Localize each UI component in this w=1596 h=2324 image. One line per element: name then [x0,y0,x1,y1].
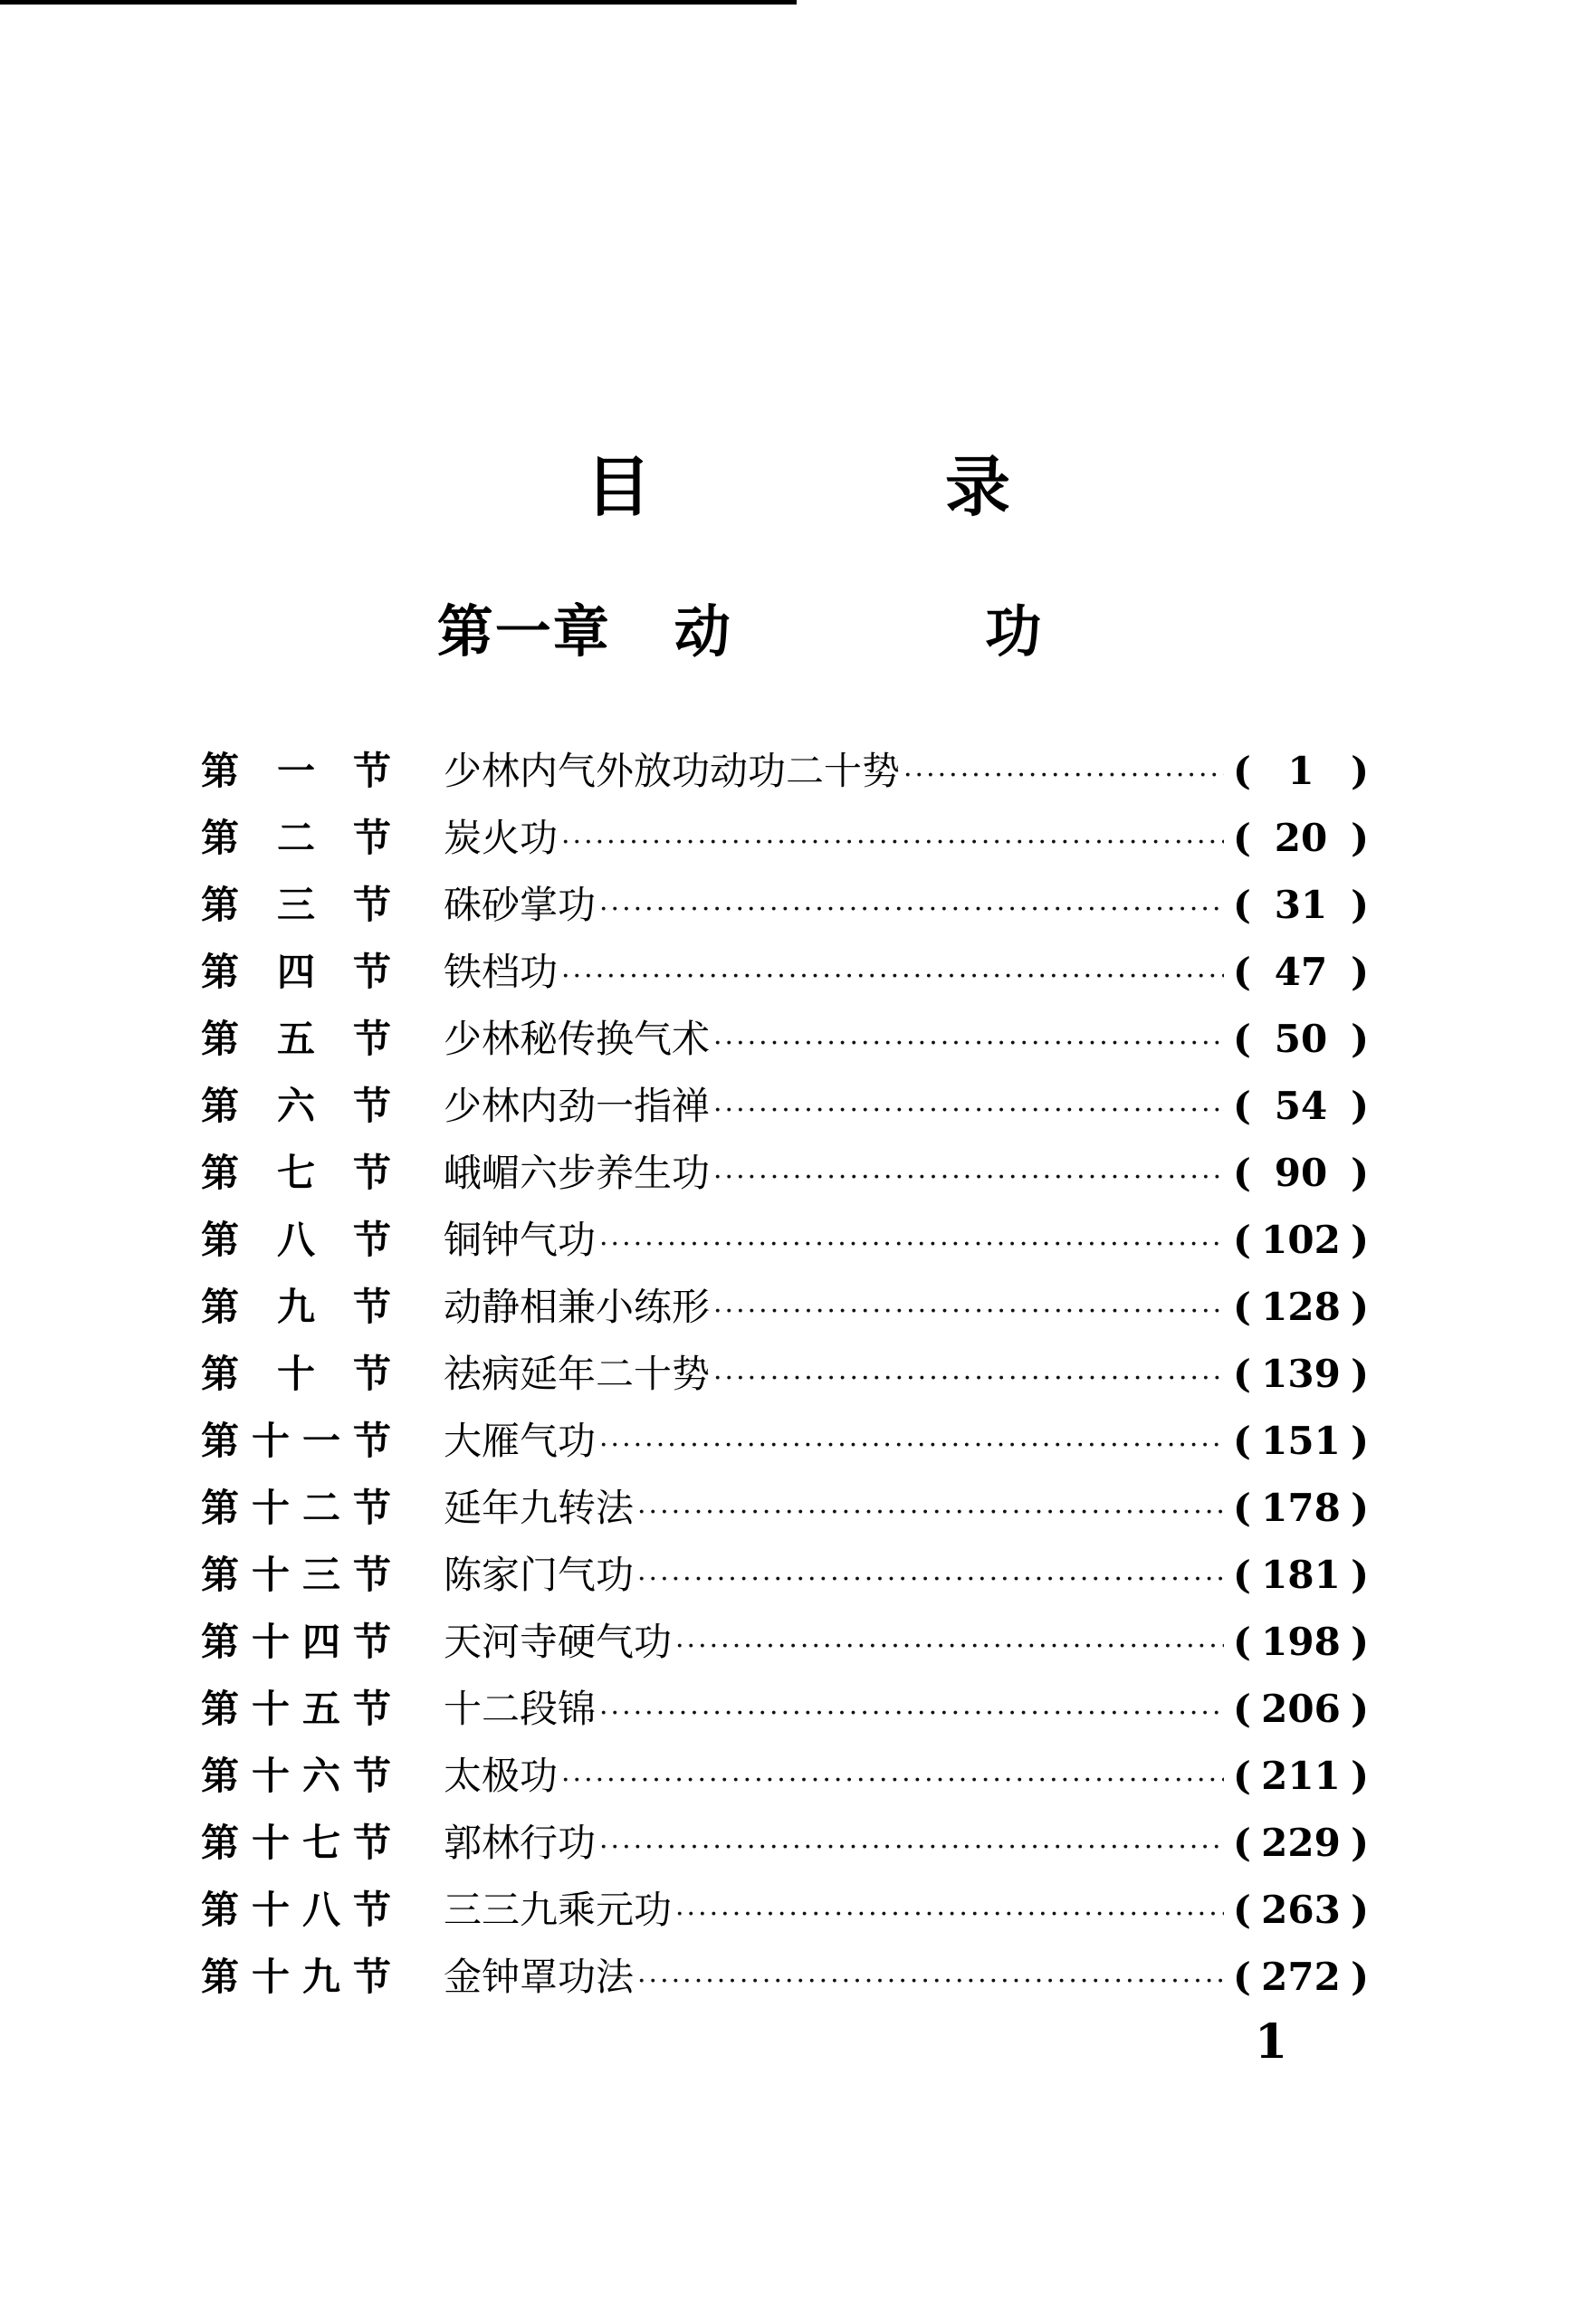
toc-section-title: 十二段锦 [444,1687,597,1731]
toc-section-label: 第七节 [201,1151,391,1195]
chapter-number: 第一章 [436,598,611,665]
toc-leader-dots [713,1010,1224,1077]
toc-section-label: 第三节 [201,883,391,927]
close-paren: ) [1351,950,1369,994]
toc-entry[interactable] [201,939,1369,1006]
toc-page-number: 151 [1261,1419,1341,1463]
toc-page-number: 211 [1261,1754,1341,1798]
open-paren: ( [1233,816,1251,860]
close-paren: ) [1351,1620,1369,1664]
table-of-contents [201,738,1369,2011]
toc-section-title: 太极功 [444,1754,559,1798]
close-paren: ) [1351,1285,1369,1329]
toc-section-title: 天河寺硬气功 [444,1620,673,1664]
open-paren: ( [1233,1419,1251,1463]
toc-page-number: 139 [1261,1352,1341,1396]
toc-leader-dots [599,1814,1224,1881]
toc-leader-dots [713,1144,1224,1211]
toc-page-number: 54 [1274,1084,1328,1128]
toc-page-number: 102 [1261,1218,1341,1262]
toc-page-number: 128 [1261,1285,1341,1329]
open-paren: ( [1233,749,1251,793]
open-paren: ( [1233,1620,1251,1664]
toc-section-label: 第九节 [201,1285,391,1329]
toc-entry[interactable] [201,1743,1369,1810]
open-paren: ( [1233,883,1251,927]
open-paren: ( [1233,1151,1251,1195]
page-number: 1 [1255,2014,1288,2070]
toc-page-ref [1233,1944,1369,2011]
toc-section-title: 少林内劲一指禅 [444,1084,711,1128]
toc-section-title: 铁档功 [444,950,559,994]
toc-page-number: 181 [1261,1553,1341,1597]
toc-page-ref [1233,1073,1369,1140]
toc-entry[interactable] [201,1877,1369,1944]
close-paren: ) [1351,1821,1369,1865]
toc-entry[interactable] [201,1274,1369,1341]
toc-leader-dots [713,1278,1224,1345]
toc-page-ref [1233,1274,1369,1341]
toc-section-title: 铜钟气功 [444,1218,597,1262]
close-paren: ) [1351,1955,1369,1999]
toc-section-title: 大雁气功 [444,1419,597,1463]
toc-page-ref [1233,1743,1369,1810]
toc-leader-dots [713,1345,1224,1412]
toc-page-ref [1233,1207,1369,1274]
toc-section-title: 祛病延年二十势 [444,1352,711,1396]
toc-page-number: 263 [1261,1888,1341,1932]
toc-page-number: 206 [1261,1687,1341,1731]
close-paren: ) [1351,749,1369,793]
toc-section-label: 第四节 [201,950,391,994]
toc-page-number: 1 [1287,749,1314,793]
toc-page-number: 90 [1274,1151,1328,1195]
toc-entry[interactable] [201,1542,1369,1609]
toc-entry[interactable] [201,1341,1369,1408]
toc-section-label: 第十六节 [201,1754,391,1798]
toc-page-ref [1233,1006,1369,1073]
toc-entry[interactable] [201,1676,1369,1743]
toc-section-title: 少林秘传换气术 [444,1017,711,1061]
toc-section-title: 三三九乘元功 [444,1888,673,1932]
open-paren: ( [1233,1017,1251,1061]
toc-section-title: 延年九转法 [444,1486,635,1530]
close-paren: ) [1351,883,1369,927]
toc-section-label: 第十八节 [201,1888,391,1932]
toc-section-label: 第十节 [201,1352,391,1396]
toc-section-title: 少林内气外放功动功二十势 [444,749,901,793]
toc-section-label: 第十三节 [201,1553,391,1597]
toc-page-ref [1233,1341,1369,1408]
toc-entry[interactable] [201,1944,1369,2011]
toc-page-number: 20 [1274,816,1328,860]
close-paren: ) [1351,1553,1369,1597]
toc-section-label: 第二节 [201,816,391,860]
chapter-heading [0,587,1596,667]
close-paren: ) [1351,1084,1369,1128]
toc-entry[interactable] [201,1207,1369,1274]
toc-leader-dots [675,1613,1224,1680]
close-paren: ) [1351,1151,1369,1195]
open-paren: ( [1233,1955,1251,1999]
top-rule [0,0,797,5]
open-paren: ( [1233,950,1251,994]
toc-leader-dots [599,1680,1224,1747]
close-paren: ) [1351,1486,1369,1530]
toc-section-label: 第五节 [201,1017,391,1061]
toc-page-number: 31 [1274,883,1328,927]
toc-leader-dots [675,1881,1224,1948]
toc-entry[interactable] [201,738,1369,805]
toc-page-number: 47 [1274,950,1328,994]
close-paren: ) [1351,1419,1369,1463]
toc-section-label: 第八节 [201,1218,391,1262]
toc-section-title: 陈家门气功 [444,1553,635,1597]
chapter-name: 动 功 [674,598,1160,665]
toc-section-label: 第一节 [201,749,391,793]
toc-page-number: 198 [1261,1620,1341,1664]
toc-page-ref [1233,1140,1369,1207]
close-paren: ) [1351,1218,1369,1262]
toc-section-title: 炭火功 [444,816,559,860]
toc-section-label: 第十二节 [201,1486,391,1530]
toc-leader-dots [561,1747,1224,1814]
toc-section-label: 第十九节 [201,1955,391,1999]
toc-page-number: 178 [1261,1486,1341,1530]
toc-section-label: 第十五节 [201,1687,391,1731]
toc-leader-dots [561,943,1224,1010]
open-paren: ( [1233,1888,1251,1932]
toc-entry[interactable] [201,872,1369,939]
toc-section-title: 金钟罩功法 [444,1955,635,1999]
toc-leader-dots [637,1546,1224,1613]
close-paren: ) [1351,1888,1369,1932]
toc-leader-dots [637,1479,1224,1546]
toc-page-ref [1233,939,1369,1006]
open-paren: ( [1233,1218,1251,1262]
toc-entry[interactable] [201,1006,1369,1073]
toc-leader-dots [599,1211,1224,1278]
open-paren: ( [1233,1553,1251,1597]
open-paren: ( [1233,1352,1251,1396]
toc-entry[interactable] [201,1609,1369,1676]
close-paren: ) [1351,1754,1369,1798]
close-paren: ) [1351,816,1369,860]
toc-page-ref [1233,738,1369,805]
page-title: 目 录 [585,448,1147,525]
toc-section-label: 第十一节 [201,1419,391,1463]
toc-page-ref [1233,1542,1369,1609]
toc-entry[interactable] [201,1810,1369,1877]
toc-page-ref [1233,1475,1369,1542]
toc-section-title: 动静相兼小练形 [444,1285,711,1329]
toc-leader-dots [903,742,1224,809]
toc-section-label: 第十七节 [201,1821,391,1865]
close-paren: ) [1351,1352,1369,1396]
toc-leader-dots [599,876,1224,943]
toc-page-ref [1233,1676,1369,1743]
toc-entry[interactable] [201,805,1369,872]
toc-entry[interactable] [201,1475,1369,1542]
toc-section-title: 硃砂掌功 [444,883,597,927]
open-paren: ( [1233,1821,1251,1865]
open-paren: ( [1233,1486,1251,1530]
toc-leader-dots [713,1077,1224,1144]
toc-page-ref [1233,1877,1369,1944]
toc-page-ref [1233,1810,1369,1877]
close-paren: ) [1351,1017,1369,1061]
open-paren: ( [1233,1285,1251,1329]
close-paren: ) [1351,1687,1369,1731]
toc-entry[interactable] [201,1073,1369,1140]
toc-section-title: 峨嵋六步养生功 [444,1151,711,1195]
toc-page-ref [1233,1609,1369,1676]
toc-leader-dots [561,809,1224,876]
open-paren: ( [1233,1754,1251,1798]
toc-page-number: 50 [1274,1017,1328,1061]
toc-page-number: 272 [1261,1955,1341,1999]
toc-section-label: 第六节 [201,1084,391,1128]
toc-section-title: 郭林行功 [444,1821,597,1865]
open-paren: ( [1233,1084,1251,1128]
toc-page-ref [1233,872,1369,939]
toc-page-ref [1233,805,1369,872]
toc-entry[interactable] [201,1408,1369,1475]
toc-leader-dots [637,1948,1224,2015]
toc-page-number: 229 [1261,1821,1341,1865]
toc-entry[interactable] [201,1140,1369,1207]
toc-section-label: 第十四节 [201,1620,391,1664]
toc-leader-dots [599,1412,1224,1479]
open-paren: ( [1233,1687,1251,1731]
toc-page-ref [1233,1408,1369,1475]
